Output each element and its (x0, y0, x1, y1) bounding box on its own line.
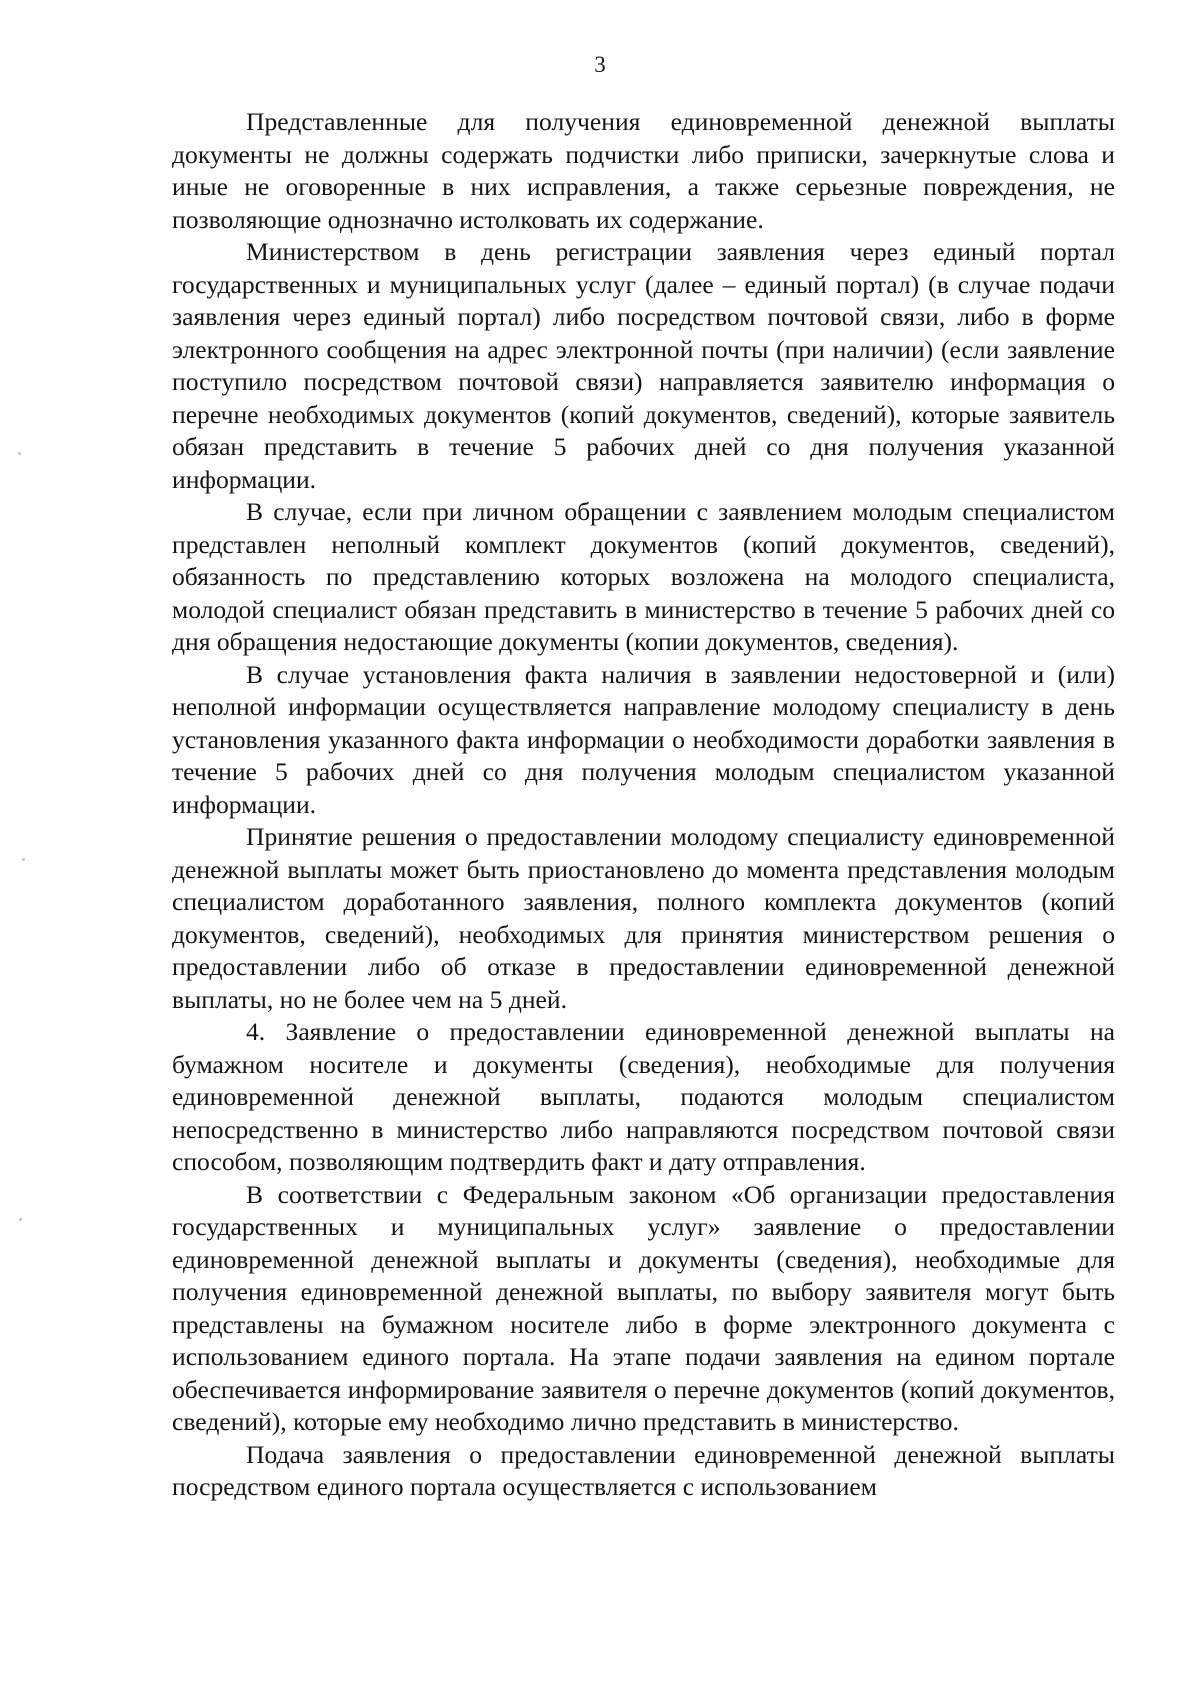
paragraph-incomplete-documents: В случае, если при личном обращении с заявлением молодым специалистом представлен неполный комплект документов (копий документов, сведений), обязанность по представлению которых возложена на молодого специалиста, молодой специалист обязан представить в министерство в течение 5 рабочих дней со дня обращения недостающие документы (копии документов, сведения). (172, 497, 1115, 656)
scan-artifact (19, 1218, 22, 1221)
paragraph-document-requirements: Представленные для получения единовременной денежной выплаты документы не должны содержать подчистки либо приписки, зачеркнутые слова и иные не оговоренные в них исправления, а также серьезные повреждения, не позволяющие однозначно истолковать их содержание. (172, 107, 1115, 234)
paragraph-portal-submission: Подача заявления о предоставлении единовременной денежной выплаты посредством единого портала осуществляется с использованием (172, 1439, 1115, 1501)
paragraph-decision-suspension: Принятие решения о предоставлении молодому специалисту единовременной денежной выплаты может быть приостановлено до момента представления молодым специалистом доработанного заявления, полного комплекта документов (копий документов, сведений), необходимых для принятия министерством решения о предоставлении либо об отказе в предоставлении единовременной денежной выплаты, но не более чем на 5 дней. (172, 822, 1115, 1014)
paragraph-inaccurate-information: В случае установления факта наличия в заявлении недостоверной и (или) неполной информации осуществляется направление молодому специалисту в день установления указанного факта информации о необходимости доработки заявления в течение 5 рабочих дней со дня получения молодым специалистом указанной информации. (172, 659, 1115, 819)
scan-artifact (22, 858, 25, 861)
paragraph-federal-law: В соответствии с Федеральным законом «Об организации предоставления государственных и муниципальных услуг» заявление о предоставлении единовременной денежной выплаты и документы (сведения), необходимые для получения единовременной денежной выплаты, по выбору заявителя могут быть представлены на бумажном носителе либо в форме электронного документа с использованием единого портала. На этапе подачи заявления на едином портале обеспечивается информирование заявителя о перечне документов (копий документов, сведений), которые ему необходимо лично представить в министерство. (172, 1179, 1115, 1436)
paragraph-ministry-notification: Министерством в день регистрации заявления через единый портал государственных и муниципальных услуг (далее – единый портал) (в случае подачи заявления через единый портал) либо посредством почтовой связи, либо в форме электронного сообщения на адрес электронной почты (при наличии) (если заявление поступило посредством почтовой связи) направляется заявителю информация о перечне необходимых документов (копий документов, сведений), которые заявитель обязан представить в течение 5 рабочих дней со дня получения указанной информации. (172, 237, 1115, 494)
document-body (172, 106, 1115, 1504)
paragraph-item-4-submission: 4. Заявление о предоставлении единовременной денежной выплаты на бумажном носителе и документы (сведения), необходимые для получения единовременной денежной выплаты, подаются молодым специалистом непосредственно в министерство либо направляются посредством почтовой связи способом, позволяющим подтвердить факт и дату отправления. (172, 1017, 1115, 1176)
scan-artifact (18, 452, 21, 455)
page-number: 3 (594, 52, 606, 77)
